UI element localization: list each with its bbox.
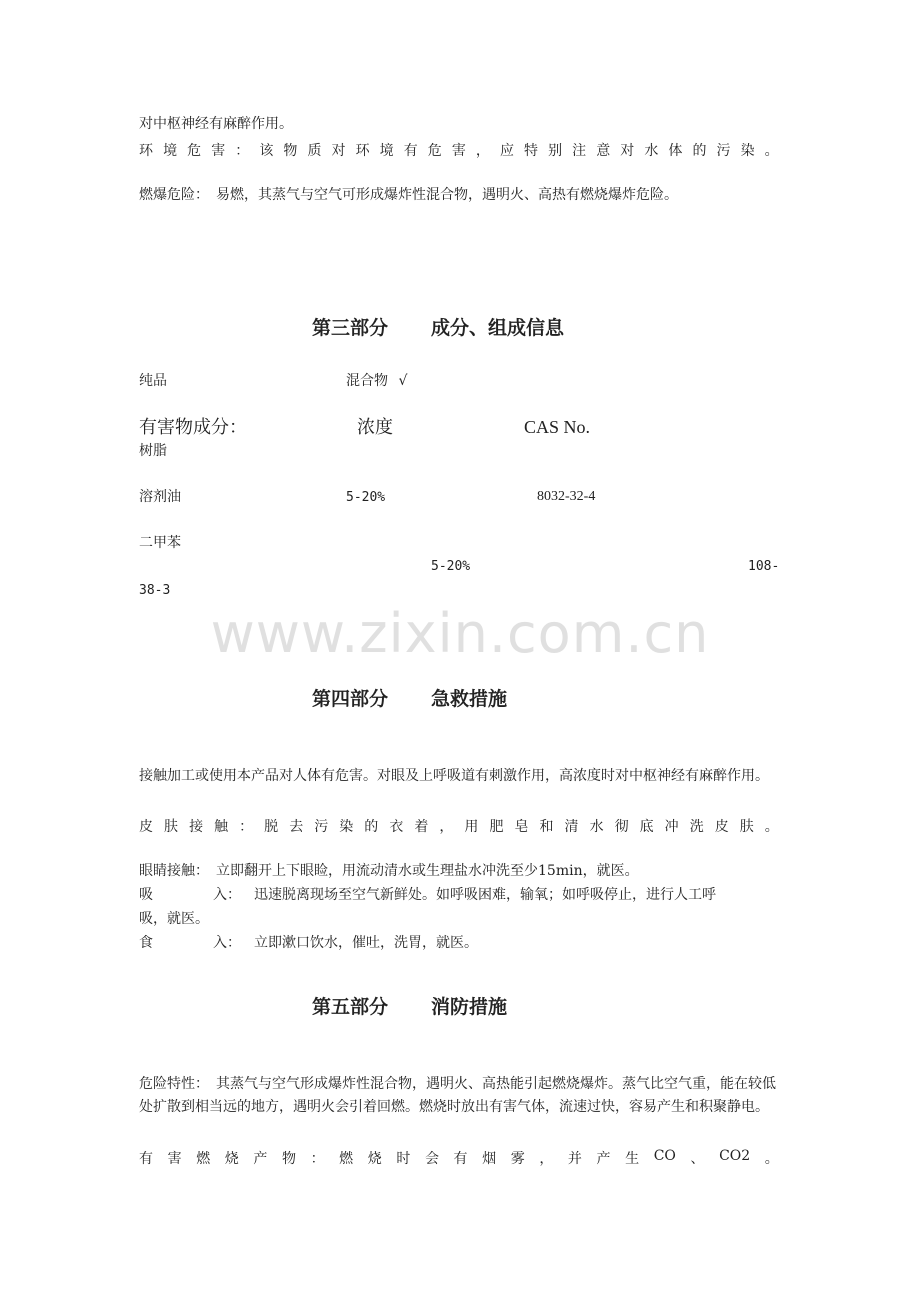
skin-contact-char: 和 [539, 819, 554, 835]
component-name: 二甲苯 [139, 535, 181, 551]
watermark: www.zixin.com.cn [210, 602, 710, 665]
env-hazard-char: 有 [403, 143, 418, 159]
combustion-char: 烧 [224, 1151, 239, 1167]
component-cas: 8032-32-4 [537, 489, 596, 504]
skin-contact-char: 。 [764, 819, 779, 835]
combustion-char: 时 [396, 1151, 411, 1167]
combustion-char: 产 [253, 1151, 268, 1167]
check-icon: √ [398, 373, 408, 389]
combustion-char: 烧 [367, 1151, 382, 1167]
section3-number: 第三部分 [312, 317, 389, 339]
section3-title: 成分、组成信息 [431, 317, 565, 339]
env-hazard-char: 对 [331, 143, 346, 159]
env-hazard-char: 质 [307, 143, 322, 159]
section4-number: 第四部分 [312, 688, 389, 710]
skin-contact-char: 皮 [139, 819, 153, 835]
combustion-products-line [139, 1148, 779, 1168]
skin-contact-char: 冲 [664, 819, 679, 835]
skin-contact-char: 去 [289, 819, 304, 835]
combustion-char: 生 [625, 1151, 640, 1167]
section5-title: 消防措施 [431, 996, 508, 1018]
ingest-line: 立即漱口饮水，催吐，洗胃，就医。 [254, 935, 478, 951]
component-cas-cont: 38-3 [139, 583, 171, 598]
env-hazard-char: 危 [187, 143, 202, 159]
skin-contact-char: 肤 [164, 819, 179, 835]
env-hazard-char: 。 [764, 143, 779, 159]
skin-contact-char: 脱 [264, 819, 279, 835]
env-hazard-char: 注 [572, 143, 587, 159]
skin-contact-char: 用 [464, 819, 479, 835]
combustion-char: 物 [281, 1151, 296, 1167]
combustion-char: 并 [567, 1151, 582, 1167]
skin-contact-char: 肤 [739, 819, 754, 835]
combustion-char: 。 [764, 1151, 779, 1167]
env-hazard-char: 物 [283, 143, 298, 159]
env-hazard-char: 环 [355, 143, 370, 159]
skin-contact-line [139, 816, 779, 836]
skin-contact-char: 底 [639, 819, 654, 835]
inhale-label-a: 吸 [139, 887, 153, 903]
intro-line: 对中枢神经有麻醉作用。 [139, 116, 293, 132]
danger-characteristics: 危险特性： 其蒸气与空气形成爆炸性混合物，遇明火、高热能引起燃烧爆炸。蒸气比空气重，能在较低处扩散到相当远的地方，遇明火会引着回燃。燃烧时放出有害气体，流速过快，容易产生和积聚静电。 [139, 1076, 776, 1115]
combustion-char: CO [653, 1148, 676, 1164]
env-hazard-char: 对 [620, 143, 635, 159]
env-hazard-char: 环 [139, 143, 153, 159]
skin-contact-char: 触 [214, 819, 229, 835]
section4-title: 急救措施 [431, 688, 508, 710]
env-hazard-char: 境 [379, 143, 394, 159]
inhale-line-cont: 吸，就医。 [139, 911, 209, 927]
skin-contact-char: 的 [364, 819, 379, 835]
skin-contact-char: 皮 [714, 819, 729, 835]
combustion-char: 有 [139, 1151, 153, 1167]
combustion-char: ， [539, 1151, 554, 1167]
combustion-char: 烟 [482, 1151, 497, 1167]
skin-contact-char: 皂 [514, 819, 529, 835]
env-hazard-char: 的 [692, 143, 707, 159]
skin-contact-char: ： [239, 819, 254, 835]
component-conc: 5-20% [346, 490, 386, 505]
pure-label: 纯品 [139, 373, 167, 389]
cas-header: CAS No. [524, 417, 591, 437]
skin-contact-char: 清 [564, 819, 579, 835]
concentration-header: 浓度 [357, 417, 393, 438]
first-aid-intro: 接触加工或使用本产品对人体有危害。对眼及上呼吸道有刺激作用，高浓度时对中枢神经有麻醉作用。 [139, 768, 769, 784]
skin-contact-char: 水 [589, 819, 604, 835]
env-hazard-char: 害 [211, 143, 226, 159]
combustion-char: 燃 [196, 1151, 211, 1167]
skin-contact-char: 染 [339, 819, 354, 835]
fire-hazard-line: 燃爆危险： 易燃，其蒸气与空气可形成爆炸性混合物，遇明火、高热有燃烧爆炸危险。 [139, 187, 678, 203]
ingest-label-a: 食 [139, 935, 153, 951]
env-hazard-char: ， [475, 143, 490, 159]
component-name: 树脂 [139, 443, 167, 459]
combustion-char: 害 [167, 1151, 182, 1167]
combustion-char: 产 [596, 1151, 611, 1167]
inhale-label-b: 入： [213, 887, 241, 903]
env-hazard-char: 水 [644, 143, 659, 159]
env-hazard-char: 别 [548, 143, 563, 159]
skin-contact-char: 彻 [614, 819, 629, 835]
section5-number: 第五部分 [312, 996, 389, 1018]
env-hazard-char: ： [235, 143, 250, 159]
combustion-char: ： [310, 1151, 325, 1167]
skin-contact-char: 肥 [489, 819, 504, 835]
mixture-text: 混合物 [346, 373, 388, 389]
env-hazard-char: 该 [259, 143, 274, 159]
env-hazard-char: 污 [716, 143, 731, 159]
env-hazard-line [139, 140, 779, 160]
skin-contact-char: 衣 [389, 819, 404, 835]
combustion-char: 燃 [339, 1151, 354, 1167]
combustion-char: CO2 [719, 1148, 751, 1164]
hazard-components-label: 有害物成分： [139, 417, 247, 438]
skin-contact-char: 污 [314, 819, 329, 835]
inhale-line: 迅速脱离现场至空气新鲜处。如呼吸困难，输氧；如呼吸停止，进行人工呼 [254, 887, 716, 903]
component-name: 溶剂油 [139, 489, 181, 505]
ingest-label-b: 入： [213, 935, 241, 951]
skin-contact-char: 洗 [689, 819, 704, 835]
skin-contact-char: 着 [414, 819, 429, 835]
env-hazard-char: 体 [668, 143, 683, 159]
component-cas: 108- [748, 559, 780, 574]
env-hazard-char: 意 [596, 143, 611, 159]
env-hazard-char: 应 [499, 143, 514, 159]
env-hazard-char: 危 [427, 143, 442, 159]
eye-contact-line: 眼睛接触： 立即翻开上下眼睑，用流动清水或生理盐水冲洗至少15min，就医。 [139, 863, 639, 879]
combustion-char: 有 [453, 1151, 468, 1167]
component-conc: 5-20% [431, 559, 471, 574]
env-hazard-char: 特 [524, 143, 538, 159]
combustion-char: 、 [690, 1151, 705, 1167]
skin-contact-char: 接 [189, 819, 204, 835]
env-hazard-char: 境 [163, 143, 178, 159]
combustion-char: 雾 [510, 1151, 525, 1167]
env-hazard-char: 染 [740, 143, 755, 159]
mixture-label [346, 373, 407, 390]
env-hazard-char: 害 [451, 143, 466, 159]
skin-contact-char: ， [439, 819, 454, 835]
combustion-char: 会 [424, 1151, 439, 1167]
